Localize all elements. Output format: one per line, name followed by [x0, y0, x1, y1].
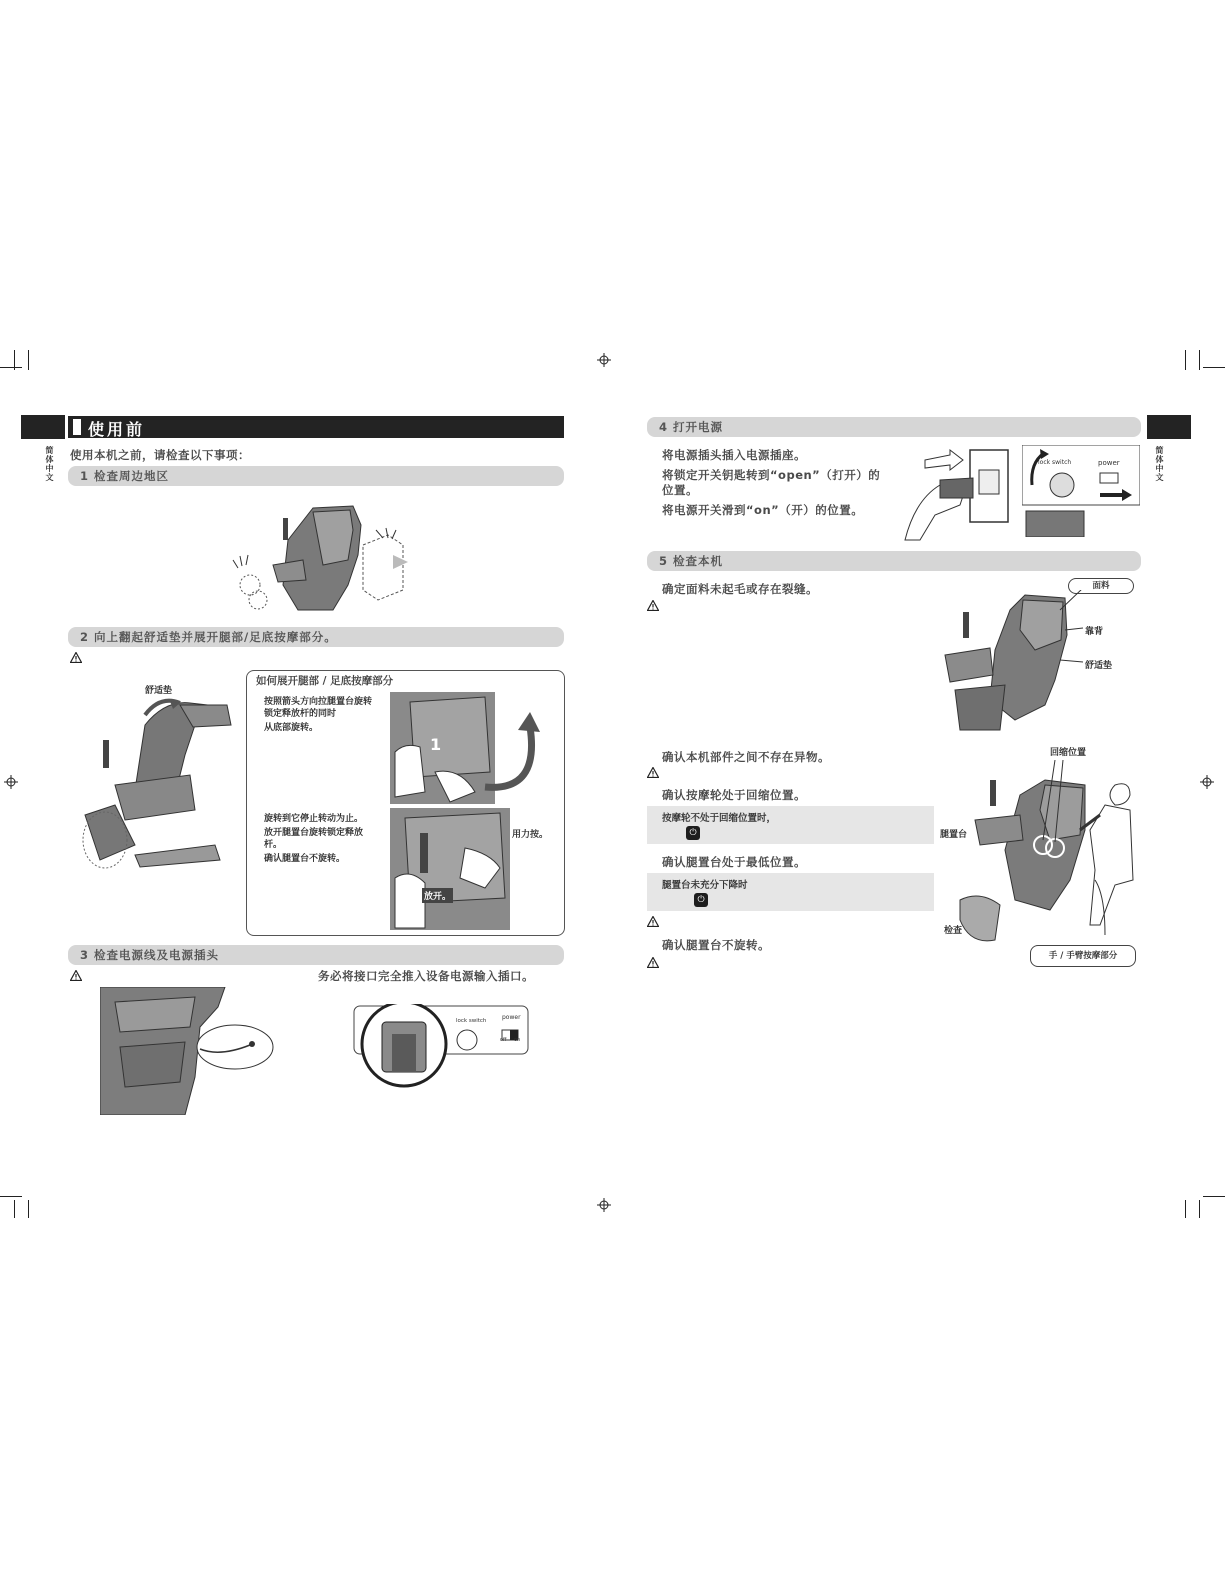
plug-in-illustration: [895, 440, 1013, 542]
warning-icon: [647, 600, 659, 611]
section-5-header: [647, 551, 1141, 571]
step-b-line2: 放开腿置台旋转锁定释放: [264, 828, 364, 838]
section-3-label: 3 检查电源线及电源插头: [80, 948, 220, 962]
step-b-line3: 杆。: [264, 840, 283, 850]
info-box-leg-rest-text: 腿置台未充分下降时: [662, 880, 748, 891]
page-title: 使用前: [88, 420, 146, 439]
backrest-label: 靠背: [1085, 627, 1104, 637]
retract-position-label: 回缩位置: [1050, 748, 1087, 758]
section-4-line2: 将锁定开关钥匙转到“open”（打开）的: [662, 468, 881, 482]
warning-icon: [647, 957, 659, 968]
title-bar: [68, 416, 564, 438]
arm-massage-callout: 手 / 手臂按摩部分: [1030, 945, 1136, 967]
leg-rest-label: 腿置台: [940, 830, 968, 840]
section-5-line4: 确认腿置台处于最低位置。: [662, 855, 806, 869]
on-label: on: [514, 1037, 521, 1043]
rotate-leg-rest-illustration: [390, 692, 560, 804]
power-switch-label: power: [502, 1014, 521, 1021]
step-b-line1: 旋转到它停止转动为止。: [264, 814, 364, 824]
section-3-header: [68, 945, 564, 965]
side-tab-block: [1147, 415, 1191, 439]
power-switch-label: power: [1098, 459, 1120, 467]
power-cord-illustration: [100, 987, 280, 1115]
section-2-label: 2 向上翻起舒适垫并展开腿部/足底按摩部分。: [80, 630, 337, 644]
language-tab: 简体中文: [45, 446, 54, 482]
off-label: off: [500, 1037, 507, 1043]
section-4-line1: 将电源插头插入电源插座。: [662, 448, 806, 462]
section-5-line2: 确认本机部件之间不存在异物。: [662, 750, 830, 764]
fabric-callout: 面料: [1068, 578, 1134, 594]
step-a-line1: 按照箭头方向拉腿置台旋转: [264, 697, 373, 707]
chair-cushion-illustration: [75, 695, 245, 870]
lock-leg-rest-illustration: [390, 808, 510, 930]
push-label: 用力按。: [512, 830, 549, 840]
chair-fabric-illustration: [935, 590, 1085, 735]
step-a-line2: 锁定释放杆的同时: [264, 709, 337, 719]
warning-icon: [70, 970, 82, 981]
cushion-label: 舒适垫: [1085, 661, 1113, 671]
section-1-label: 1 检查周边地区: [80, 469, 170, 483]
registration-mark-icon: [597, 353, 611, 367]
section-4-header: [647, 417, 1141, 437]
warning-icon: [647, 916, 659, 927]
section-2-header: [68, 627, 564, 647]
title-marker: [73, 419, 81, 435]
section-5-line3: 确认按摩轮处于回缩位置。: [662, 788, 806, 802]
registration-mark-icon: [597, 1198, 611, 1212]
section-4-line2b: 位置。: [662, 483, 698, 497]
language-tab: 简体中文: [1155, 446, 1164, 482]
check-label: 检查: [944, 926, 963, 936]
warning-icon: [70, 652, 82, 663]
info-box-rollers-text: 按摩轮不处于回缩位置时，: [662, 813, 777, 824]
step-b-line4: 确认腿置台不旋转。: [264, 854, 346, 864]
power-button-icon: ⏻: [694, 893, 708, 907]
power-button-icon: ⏻: [686, 826, 700, 840]
registration-mark-icon: [1200, 775, 1214, 789]
side-tab-block: [21, 415, 65, 439]
chair-check-illustration: [955, 760, 1140, 945]
section-3-warning-text: 务必将接口完全推入设备电源输入插口。: [318, 969, 534, 983]
howto-title: 如何展开腿部 / 足底按摩部分: [256, 675, 394, 687]
step-number: 1: [430, 735, 442, 754]
step-a-line3: 从底部旋转。: [264, 723, 319, 733]
intro-text: 使用本机之前，请检查以下事项：: [70, 448, 250, 462]
section-5-label: 5 检查本机: [659, 554, 724, 568]
warning-icon: [647, 767, 659, 778]
section-5-line1: 确定面料未起毛或存在裂缝。: [662, 582, 818, 596]
lock-switch-label: lock switch: [1038, 459, 1072, 466]
chair-clearance-illustration: [228, 500, 408, 615]
registration-mark-icon: [4, 775, 18, 789]
section-4-label: 4 打开电源: [659, 420, 724, 434]
section-5-line5: 确认腿置台不旋转。: [662, 938, 770, 952]
release-label: 放开。: [422, 888, 453, 903]
cushion-label: 舒适垫: [145, 686, 173, 696]
section-4-line3: 将电源开关滑到“on”（开）的位置。: [662, 503, 864, 517]
lock-switch-label: lock switch: [456, 1018, 487, 1024]
section-1-header: [68, 466, 564, 486]
